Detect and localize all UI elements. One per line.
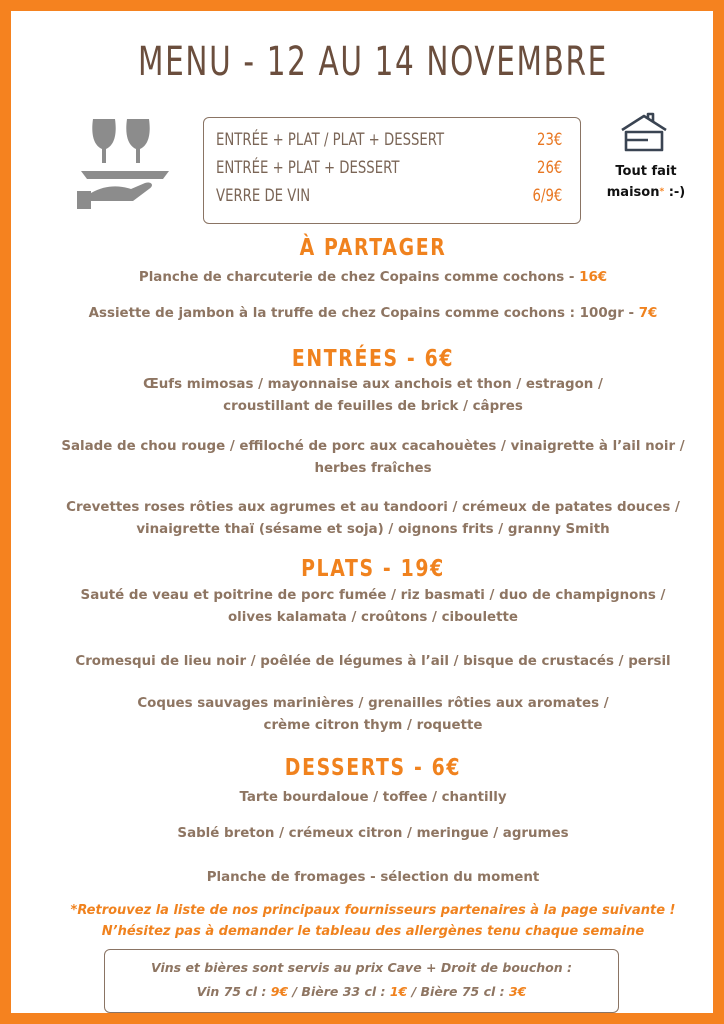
menu-item (31, 374, 715, 418)
formula-price: 23€ (537, 130, 563, 150)
vin-price: 9€ (270, 984, 289, 999)
menu-item (31, 585, 715, 629)
menu-item (31, 497, 715, 541)
menu-item (31, 436, 715, 480)
house-icon (618, 112, 670, 152)
formula-row (216, 130, 563, 156)
section-title-desserts: DESSERTS - 6€ (284, 755, 462, 781)
section-title-plats: PLATS - 19€ (301, 556, 445, 582)
menu-item-text: Assiette de jambon à la truffe de chez Copains comme cochons : 100gr - (88, 306, 639, 321)
corkage-box (104, 949, 619, 1013)
menu-item: Planche de fromages - sélection du moment (206, 870, 540, 885)
formula-label: ENTRÉE + PLAT + DESSERT (216, 158, 400, 178)
biere33-price: 1€ (389, 984, 408, 999)
menu-item-line: olives kalamata / croûtons / ciboulette (227, 610, 519, 625)
formula-row (216, 186, 563, 212)
menu-item-line: crème citron thym / roquette (263, 718, 483, 733)
section-title-entrees: ENTRÉES - 6€ (291, 346, 455, 372)
menu-item-line: Œufs mimosas / mayonnaise aux anchois et thon / estragon / (143, 377, 603, 392)
page-title: MENU - 12 AU 14 NOVEMBRE (138, 39, 608, 85)
formula-row (216, 158, 563, 184)
menu-item (31, 267, 715, 289)
menu-item-line: Salade de chou rouge / effiloché de porc aux cacahouètes / vinaigrette à l’ail noir / (61, 439, 685, 454)
menu-item (31, 651, 715, 673)
corkage-prices (105, 984, 618, 999)
menu-item-line: Sauté de veau et poitrine de porc fumée / riz basmati / duo de champignons / (80, 588, 666, 603)
biere75-label: / Bière 75 cl : (407, 984, 509, 999)
homemade-line2: maison (606, 185, 660, 200)
menu-item (31, 303, 715, 325)
vin-label: Vin 75 cl : (196, 984, 271, 999)
menu-item-line: Cromesqui de lieu noir / poêlée de légumes à l’ail / bisque de crustacés / persil (75, 654, 671, 669)
homemade-line1: Tout fait (615, 164, 677, 179)
menu-item-line: croustillant de feuilles de brick / câpres (223, 399, 523, 414)
formula-price-box (203, 117, 581, 224)
menu-item: Tarte bourdaloue / toffee / chantilly (239, 790, 507, 805)
formula-label: VERRE DE VIN (216, 186, 311, 206)
biere75-price: 3€ (508, 984, 527, 999)
menu-item (31, 693, 715, 737)
menu-item-line: Crevettes roses rôties aux agrumes et au tandoori / crémeux de patates douces / (66, 500, 680, 515)
homemade-star: * (659, 187, 665, 197)
menu-item-text: Planche de charcuterie de chez Copains comme cochons - (138, 270, 580, 285)
menu-item-line: vinaigrette thaï (sésame et soja) / oignons frits / granny Smith (136, 522, 610, 537)
wine-glasses-tray-icon (75, 119, 171, 209)
formula-label: ENTRÉE + PLAT / PLAT + DESSERT (216, 130, 445, 150)
menu-item-price: 16€ (579, 270, 608, 285)
homemade-smiley: :-) (668, 185, 686, 200)
section-title-partager: À PARTAGER (299, 235, 447, 261)
formula-price: 6/9€ (532, 186, 563, 206)
formula-price: 26€ (537, 158, 563, 178)
menu-item-price: 7€ (638, 306, 658, 321)
menu-item-line: herbes fraîches (314, 461, 432, 476)
menu-item: Sablé breton / crémeux citron / meringue / agrumes (177, 826, 569, 841)
allergens-note: N’hésitez pas à demander le tableau des allergènes tenu chaque semaine (101, 924, 645, 939)
biere33-label: / Bière 33 cl : (288, 984, 390, 999)
menu-item-line: Coques sauvages marinières / grenailles rôties aux aromates / (137, 696, 609, 711)
homemade-badge (596, 161, 696, 203)
corkage-intro: Vins et bières sont servis au prix Cave + Droit de bouchon : (151, 960, 572, 975)
suppliers-note: *Retrouvez la liste de nos principaux fournisseurs partenaires à la page suivante ! (70, 903, 676, 918)
